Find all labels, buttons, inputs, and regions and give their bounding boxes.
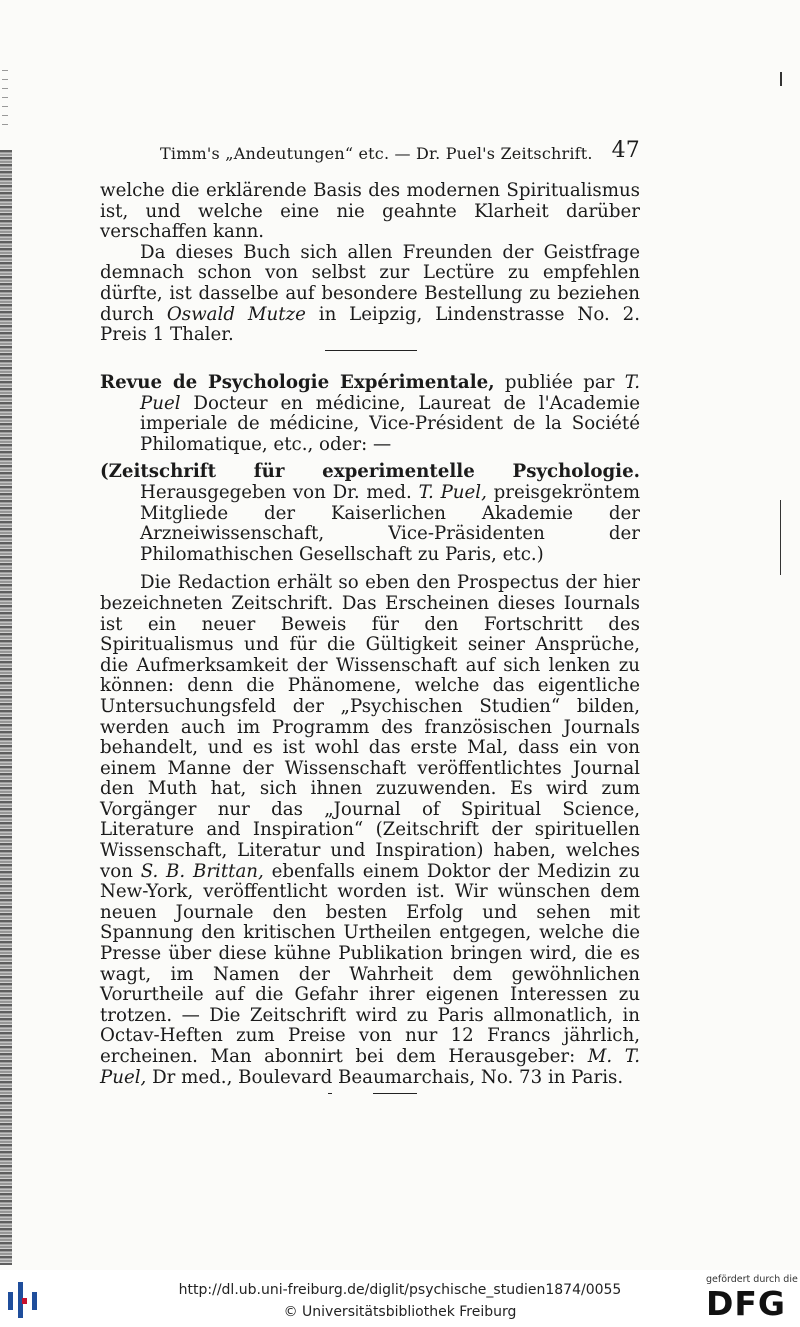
- entry-2-title: (Zeitschrift für experimentelle Psychologie.: [100, 461, 640, 483]
- paragraph-3-text-a: Die Redaction erhält so eben den Prospectus der hier bezeichneten Zeitschrift. Das Erscheinen dieses Iournals ist ein neuer Beweis für den Fortschritt des Spiritualismus und für die Gültigkeit seiner Ansprüche, die Aufmerksamkeit der Wissenschaft auf sich lenken zu können: denn die Phänomene, welche das eigentliche Untersuchungsfeld der „Psychischen Studien“ bilden, werden auch im Programm des französischen Journals behandelt, und es ist wohl das erste Mal, dass ein von einem Manne der Wissenschaft veröffentlichtes Journal den Muth hat, sich ihnen zuzuwenden. Es wird zum Vorgänger nur das „Journal of Spiritual Science, Literature and Inspiration“ (Zeitschrift der spirituellen Wissenschaft, Literatur und Inspiration) haben, welches von: [100, 572, 640, 882]
- scan-edge-mark: [780, 500, 781, 575]
- body-top: [100, 181, 640, 346]
- bibliographic-entry-1: [100, 373, 640, 455]
- copyright-notice: © Universitätsbibliothek Freiburg: [283, 1304, 517, 1320]
- bibliographic-entry-2: [100, 462, 640, 565]
- paragraph-3-name-2: M. T. Puel,: [100, 1046, 640, 1088]
- paragraph-2: [100, 243, 640, 346]
- entry-1-title: Revue de Psychologie Expérimentale,: [100, 372, 495, 393]
- binding-edge-top: [2, 70, 8, 130]
- entry-1-text-a: publiée par: [494, 372, 625, 393]
- source-url-link[interactable]: http://dl.ub.uni-freiburg.de/diglit/psychische_studien1874/0055: [178, 1282, 622, 1298]
- paragraph-2-text-b: in Leipzig, Lindenstrasse No. 2. Preis 1 Thaler.: [100, 303, 641, 346]
- footer: [0, 1270, 800, 1327]
- page-number: 47: [611, 138, 640, 163]
- end-divider: [373, 1093, 417, 1094]
- dfg-wordmark: DFG: [706, 1284, 787, 1323]
- entry-2-text-a: Herausgegeben von Dr. med.: [140, 481, 419, 503]
- entry-2-text-b: preisgekröntem Mitgliede der Kaiserlichen Akademie der Arzneiwissenschaft, Vice-Präsidenten der Philomathischen Gesellschaft zu Paris, etc.): [140, 481, 640, 565]
- funding-tag: gefördert durch die: [706, 1274, 798, 1285]
- end-divider-dot: [328, 1093, 332, 1094]
- entry-1-text-b: Docteur en médicine, Laureat de l'Academie imperiale de médicine, Vice-Président de la Société Philomatique, etc., oder: —: [140, 392, 640, 455]
- entry-1-author: T. Puel: [140, 372, 640, 414]
- entry-2-author: T. Puel,: [418, 481, 487, 503]
- scan-edge-mark: [780, 72, 782, 86]
- paragraph-1: [100, 181, 640, 243]
- body-main: [100, 373, 640, 1088]
- binding-edge: [0, 150, 12, 1265]
- paragraph-3-text-b: ebenfalls einem Doktor der Medizin zu New-York, veröffentlicht worden ist. Wir wünschen dem neuen Journale den besten Erfolg und sehen mit Spannung den kritischen Urtheilen entgegen, welche die Presse über diese kühne Publikation bringen wird, die es wagt, im Namen der Wahrheit dem gewöhnlichen Vorurtheile auf die Gefahr ihrer eigenen Interessen zu trotzen. — Die Zeitschrift wird zu Paris allmonatlich, in Octav-Heften zum Preise von nur 12 Francs jährlich, ercheinen. Man abonnirt bei dem Herausgeber:: [100, 860, 640, 1067]
- running-head: [160, 140, 640, 166]
- publisher-name: Oswald Mutze: [166, 303, 306, 325]
- paragraph-3: [100, 573, 640, 1088]
- paragraph-3-name-1: S. B. Brittan,: [140, 860, 264, 882]
- section-divider: [325, 350, 417, 351]
- dfg-logo: [706, 1274, 798, 1324]
- paragraph-3-text-c: Dr med., Boulevard Beaumarchais, No. 73 in Paris.: [146, 1066, 624, 1088]
- paragraph-2-text-a: Da dieses Buch sich allen Freunden der Geistfrage demnach schon von selbst zur Lectüre zu empfehlen dürfte, ist dasselbe auf besondere Bestellung zu beziehen durch: [100, 241, 640, 325]
- paragraph-1-text: welche die erklärende Basis des modernen Spiritualismus ist, und welche eine nie geahnte Klarheit darüber verschaffen kann.: [100, 180, 640, 243]
- running-title: Timm's „Andeutungen“ etc. — Dr. Puel's Zeitschrift.: [160, 144, 593, 163]
